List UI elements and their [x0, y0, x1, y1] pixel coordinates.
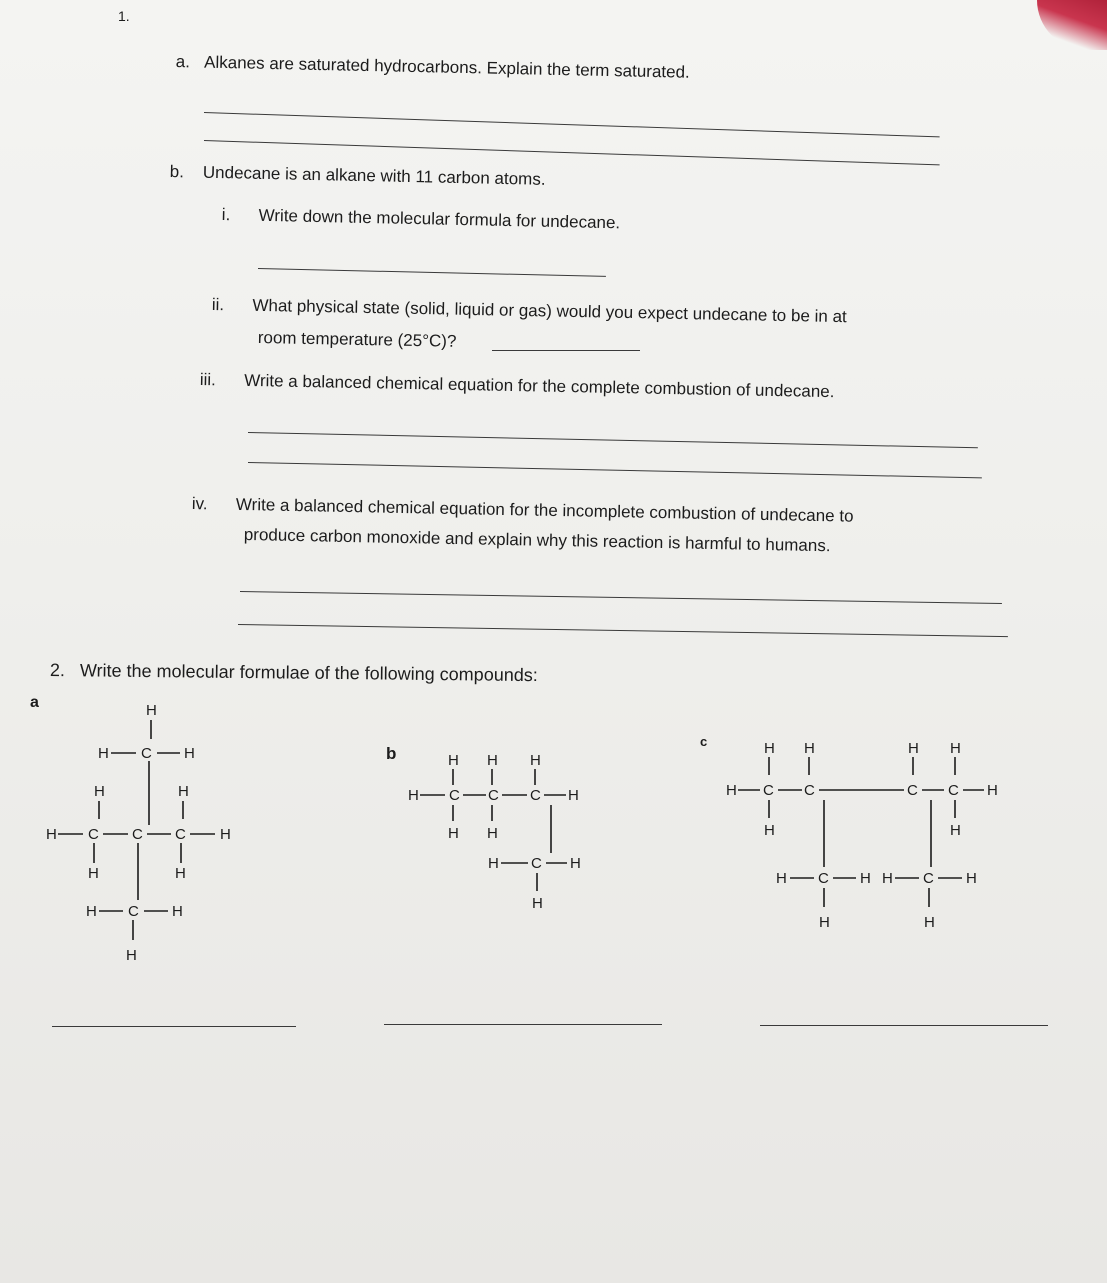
atom-h: H: [487, 825, 498, 842]
q2-question: Write the molecular formulae of the following compounds:: [79, 660, 538, 686]
atom-h: H: [86, 903, 97, 920]
q1biv-label: iv.: [191, 494, 208, 514]
q1b-question: Undecane is an alkane with 11 carbon atoms.: [202, 162, 546, 189]
compound-b-answer-line[interactable]: [384, 1024, 662, 1025]
atom-h: H: [488, 855, 499, 872]
atom-h: H: [764, 822, 775, 839]
atom-h: H: [448, 752, 459, 769]
atom-c: C: [948, 782, 959, 799]
atom-c: C: [128, 903, 139, 920]
atom-h: H: [98, 745, 109, 762]
compound-c-answer-line[interactable]: [760, 1025, 1048, 1026]
atom-h: H: [819, 914, 830, 931]
atom-h: H: [882, 870, 893, 887]
atom-h: H: [448, 825, 459, 842]
atom-c: C: [449, 787, 460, 804]
q1b-label: b.: [169, 162, 185, 182]
atom-h: H: [530, 752, 541, 769]
compound-c-label: c: [700, 734, 708, 749]
q1bi-label: i.: [221, 205, 231, 225]
atom-h: H: [987, 782, 998, 799]
q1biii-question: Write a balanced chemical equation for the complete combustion of undecane.: [244, 370, 835, 402]
atom-h: H: [178, 783, 189, 800]
atom-c: C: [818, 870, 829, 887]
q1biv-question-line1: Write a balanced chemical equation for the incomplete combustion of undecane to: [235, 494, 854, 526]
atom-h: H: [570, 855, 581, 872]
compound-a-structure: [40, 695, 270, 970]
compound-a-label: a: [30, 694, 39, 711]
q1a-question: Alkanes are saturated hydrocarbons. Explain the term saturated.: [203, 52, 690, 82]
atom-h: H: [175, 865, 186, 882]
atom-h: H: [804, 740, 815, 757]
atom-c: C: [141, 745, 152, 762]
atom-c: C: [88, 826, 99, 843]
atom-c: C: [763, 782, 774, 799]
atom-h: H: [764, 740, 775, 757]
q2-number: 2.: [49, 660, 66, 681]
atom-c: C: [530, 787, 541, 804]
atom-h: H: [220, 826, 231, 843]
atom-h: H: [950, 822, 961, 839]
q1biv-question-line2: produce carbon monoxide and explain why this reaction is harmful to humans.: [243, 525, 831, 556]
atom-h: H: [950, 740, 961, 757]
compound-c-atoms: [726, 740, 998, 931]
atom-c: C: [488, 787, 499, 804]
q1bii-question-line2: room temperature (25°C)?: [257, 328, 457, 351]
atom-h: H: [924, 914, 935, 931]
q1a-label: a.: [175, 52, 191, 72]
atom-h: H: [146, 702, 157, 719]
compound-b-structure: [400, 745, 600, 915]
question-1-number: 1.: [118, 8, 130, 24]
atom-c: C: [907, 782, 918, 799]
atom-h: H: [726, 782, 737, 799]
atom-h: H: [908, 740, 919, 757]
q1bii-answer-line[interactable]: [492, 350, 640, 351]
compound-c-structure: [722, 735, 1022, 940]
compound-b-label: b: [386, 744, 397, 763]
atom-c: C: [132, 826, 143, 843]
compound-a-answer-line[interactable]: [52, 1026, 296, 1027]
atom-h: H: [860, 870, 871, 887]
compound-b-atoms: [408, 752, 581, 912]
atom-h: H: [568, 787, 579, 804]
atom-h: H: [776, 870, 787, 887]
atom-h: H: [88, 865, 99, 882]
atom-h: H: [126, 947, 137, 964]
atom-h: H: [184, 745, 195, 762]
atom-h: H: [94, 783, 105, 800]
compound-a-atoms: [46, 702, 231, 964]
atom-c: C: [804, 782, 815, 799]
atom-c: C: [175, 826, 186, 843]
atom-h: H: [408, 787, 419, 804]
atom-c: C: [531, 855, 542, 872]
q1bii-label: ii.: [211, 295, 225, 315]
atom-h: H: [487, 752, 498, 769]
atom-h: H: [172, 903, 183, 920]
q1bi-question: Write down the molecular formula for undecane.: [258, 205, 621, 233]
atom-h: H: [46, 826, 57, 843]
q1biii-label: iii.: [199, 370, 217, 390]
atom-c: C: [923, 870, 934, 887]
atom-h: H: [966, 870, 977, 887]
atom-h: H: [532, 895, 543, 912]
q1bii-question-line1: What physical state (solid, liquid or gas) would you expect undecane to be in at: [252, 295, 847, 327]
